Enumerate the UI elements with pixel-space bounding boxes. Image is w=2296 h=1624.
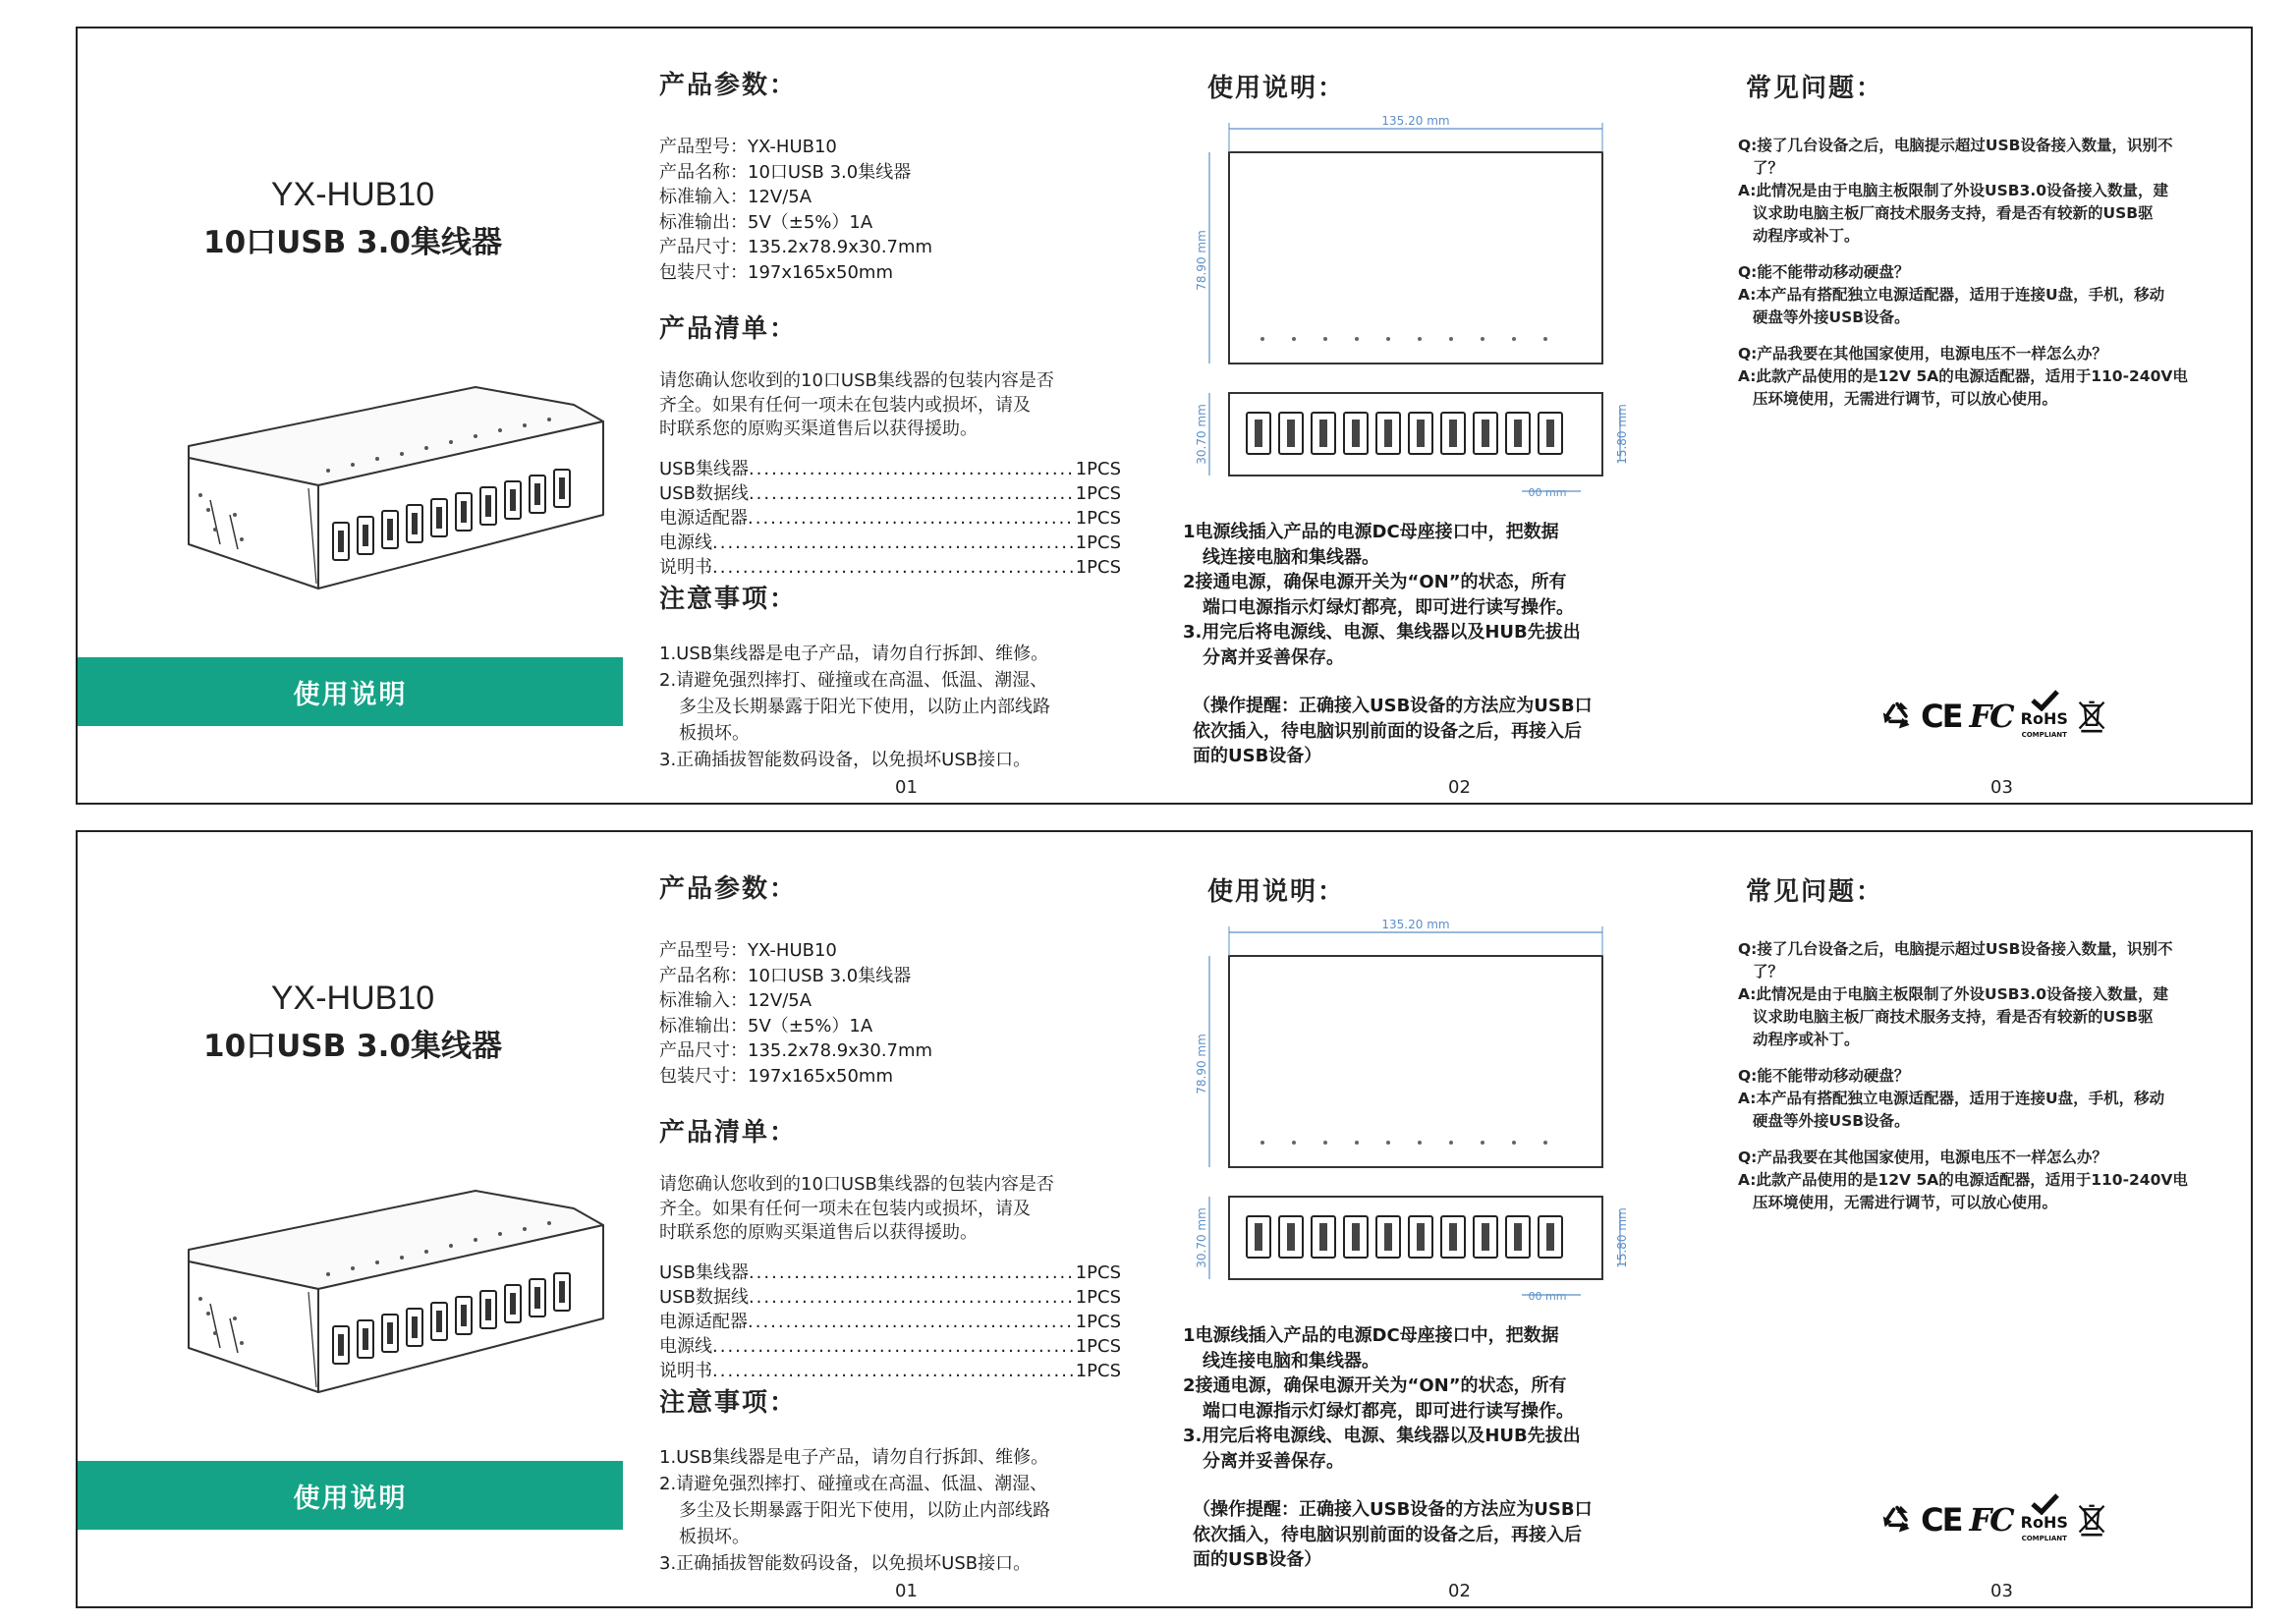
faq-heading: 常见问题：: [1746, 74, 1884, 103]
depth-dimension-label: 78.90 mm: [1195, 230, 1208, 291]
spec-product-name: 产品名称：10口USB 3.0集线器: [659, 161, 912, 183]
usage-step-line: 线连接电脑和集线器。: [1203, 546, 1379, 568]
list-item: [659, 457, 1121, 481]
usage-tip-line: 依次插入，待电脑识别前面的设备之后，再接入后: [1193, 720, 1582, 742]
recycle-icon: [1881, 1500, 1913, 1540]
list-item: [659, 1310, 1121, 1334]
faq-question: 了？: [1753, 963, 1784, 980]
port-dimension-label: 15.80 mm: [1615, 1207, 1629, 1268]
note-line: 1.USB集线器是电子产品，请勿自行拆卸、维修。: [659, 1447, 1049, 1468]
cover-product-name: 10口USB 3.0集线器: [203, 1029, 502, 1064]
checkmark-icon: [2030, 690, 2059, 711]
note-line: 2.请避免强烈摔打、碰撞或在高温、低温、潮湿、: [659, 1474, 1048, 1494]
usage-step-line: 端口电源指示灯绿灯都亮，即可进行读写操作。: [1203, 596, 1574, 618]
checkmark-icon: [2030, 1493, 2059, 1515]
manual-title-band: 使用说明: [78, 657, 623, 726]
faq-list: [1738, 938, 2239, 1214]
packing-item-name: USB数据线: [659, 483, 749, 504]
packing-intro-line: 时联系您的原购买渠道售后以获得援助。: [659, 1222, 978, 1243]
recycle-icon: [1881, 697, 1913, 736]
small-dimension-label: 00 mm: [1528, 1290, 1567, 1303]
faq-question: Q:能不能带动移动硬盘？: [1738, 1067, 1910, 1085]
port-dimension-label: 15.80 mm: [1615, 404, 1629, 465]
list-item: [659, 1359, 1121, 1383]
faq-answer: A:此情况是由于电脑主板限制了外设USB3.0设备接入数量，建: [1738, 985, 2169, 1003]
spec-size: 产品尺寸：135.2x78.9x30.7mm: [659, 237, 933, 257]
faq-answer: A:本产品有搭配独立电源适配器，适用于连接U盘，手机，移动: [1738, 1090, 2165, 1107]
usage-tip-line: 面的USB设备）: [1193, 1549, 1322, 1570]
packing-intro-line: 请您确认您收到的10口USB集线器的包装内容是否: [659, 1174, 1054, 1195]
small-dimension-label: 00 mm: [1528, 486, 1567, 499]
usage-step-line: 线连接电脑和集线器。: [1203, 1350, 1379, 1372]
dimension-drawing: [1188, 113, 1718, 522]
manual-sheet-top: [76, 27, 2253, 805]
faq-answer: A:本产品有搭配独立电源适配器，适用于连接U盘，手机，移动: [1738, 286, 2165, 304]
packing-item-qty: 1PCS: [1075, 459, 1121, 479]
ce-mark: CE: [1921, 1501, 1962, 1539]
faq-answer: A:此款产品使用的是12V 5A的电源适配器，适用于110-240V电: [1738, 1171, 2188, 1189]
usage-tip-line: 依次插入，待电脑识别前面的设备之后，再接入后: [1193, 1524, 1582, 1545]
packing-item-name: 电源线: [659, 532, 712, 553]
faq-question: Q:能不能带动移动硬盘？: [1738, 263, 1910, 281]
faq-answer: 硬盘等外接USB设备。: [1753, 1112, 1910, 1130]
certification-marks: [1881, 1490, 2107, 1549]
packing-list: [659, 457, 1121, 580]
faq-answer: 议求助电脑主板厂商技术服务支持，看是否有较新的USB驱: [1753, 1008, 2154, 1026]
notes-list: [659, 1444, 1141, 1577]
faq-answer: 压环境使用，无需进行调节，可以放心使用。: [1753, 390, 2058, 408]
spec-model: 产品型号：YX-HUB10: [659, 940, 837, 961]
spec-product-name: 产品名称：10口USB 3.0集线器: [659, 965, 912, 986]
list-item: [659, 531, 1121, 555]
packing-heading: 产品清单：: [659, 1118, 798, 1148]
usage-tip: [1193, 694, 1704, 769]
spec-input: 标准输入：12V/5A: [659, 187, 812, 207]
faq-answer: A:此情况是由于电脑主板限制了外设USB3.0设备接入数量，建: [1738, 182, 2169, 199]
usage-step-line: 3.用完后将电源线、电源、集线器以及HUB先拔出: [1183, 1426, 1581, 1446]
note-line: 多尘及长期暴露于阳光下使用，以防止内部线路: [679, 697, 1050, 717]
packing-intro: [659, 1173, 1054, 1246]
faq-answer: 议求助电脑主板厂商技术服务支持，看是否有较新的USB驱: [1753, 204, 2154, 222]
usage-heading: 使用说明：: [1207, 74, 1346, 103]
usage-tip-line: （操作提醒：正确接入USB设备的方法应为USB口: [1193, 1499, 1593, 1520]
spec-model: 产品型号：YX-HUB10: [659, 137, 837, 157]
note-line: 多尘及长期暴露于阳光下使用，以防止内部线路: [679, 1500, 1050, 1521]
depth-dimension-label: 78.90 mm: [1195, 1034, 1208, 1094]
rohs-label: RoHS: [2020, 709, 2068, 728]
spec-list: [659, 135, 932, 285]
usage-tip-line: 面的USB设备）: [1193, 746, 1322, 766]
rohs-sub-label: COMPLIANT: [2021, 731, 2067, 739]
list-item: [659, 1260, 1121, 1285]
manual-title-band: 使用说明: [78, 1461, 623, 1530]
usage-step-line: 分离并妥善保存。: [1203, 1450, 1344, 1472]
packing-item-name: 说明书: [659, 557, 712, 578]
usage-step-line: 3.用完后将电源线、电源、集线器以及HUB先拔出: [1183, 622, 1581, 643]
faq-answer: 动程序或补丁。: [1753, 1031, 1860, 1048]
ce-mark: CE: [1921, 698, 1962, 735]
note-line: 板损坏。: [679, 1527, 750, 1547]
usb-hub-illustration: [181, 348, 643, 608]
packing-item-name: USB数据线: [659, 1287, 749, 1308]
faq-question: Q:接了几台设备之后，电脑提示超过USB设备接入数量，识别不: [1738, 940, 2173, 958]
usage-tip-line: （操作提醒：正确接入USB设备的方法应为USB口: [1193, 696, 1593, 716]
faq-answer: 压环境使用，无需进行调节，可以放心使用。: [1753, 1194, 2058, 1211]
usage-step-line: 1电源线插入产品的电源DC母座接口中，把数据: [1183, 1325, 1559, 1346]
fcc-mark: FC: [1969, 1501, 2013, 1539]
packing-item-qty: 1PCS: [1075, 1312, 1121, 1332]
spec-list: [659, 938, 932, 1089]
height-dimension-label: 30.70 mm: [1195, 1207, 1208, 1268]
manual-sheet-bottom: [76, 830, 2253, 1608]
packing-item-name: USB集线器: [659, 459, 749, 479]
packing-item-qty: 1PCS: [1075, 1336, 1121, 1357]
cover-model: YX-HUB10: [270, 980, 435, 1017]
notes-heading: 注意事项：: [659, 1388, 798, 1418]
list-item: [659, 1285, 1121, 1310]
page-number: 02: [1448, 1581, 1471, 1601]
packing-heading: 产品清单：: [659, 314, 798, 344]
packing-item-name: 电源适配器: [659, 1312, 748, 1332]
faq-list: [1738, 135, 2239, 411]
list-item: [659, 1334, 1121, 1359]
list-item: [659, 481, 1121, 506]
faq-answer: 动程序或补丁。: [1753, 227, 1860, 245]
packing-item-qty: 1PCS: [1075, 532, 1121, 553]
spec-package-size: 包装尺寸：197x165x50mm: [659, 1065, 893, 1087]
rohs-sub-label: COMPLIANT: [2021, 1535, 2067, 1542]
faq-answer: A:此款产品使用的是12V 5A的电源适配器，适用于110-240V电: [1738, 367, 2188, 385]
packing-item-name: 电源线: [659, 1336, 712, 1357]
faq-heading: 常见问题：: [1746, 877, 1884, 907]
specs-heading: 产品参数：: [659, 71, 798, 100]
packing-item-qty: 1PCS: [1075, 1287, 1121, 1308]
specs-heading: 产品参数：: [659, 874, 798, 904]
certification-marks: [1881, 687, 2107, 746]
packing-item-qty: 1PCS: [1075, 557, 1121, 578]
packing-item-qty: 1PCS: [1075, 1361, 1121, 1381]
spec-output: 标准输出：5V（±5%）1A: [659, 211, 873, 233]
page-number: 01: [895, 1581, 918, 1601]
usage-tip: [1193, 1497, 1704, 1573]
usage-heading: 使用说明：: [1207, 877, 1346, 907]
packing-list: [659, 1260, 1121, 1383]
faq-question: Q:产品我要在其他国家使用，电源电压不一样怎么办？: [1738, 1148, 2107, 1166]
usage-steps: [1183, 1323, 1694, 1474]
list-item: [659, 506, 1121, 531]
packing-item-name: 说明书: [659, 1361, 712, 1381]
faq-question: Q:接了几台设备之后，电脑提示超过USB设备接入数量，识别不: [1738, 137, 2173, 154]
rohs-mark: [2021, 1493, 2068, 1546]
packing-intro-line: 时联系您的原购买渠道售后以获得援助。: [659, 419, 978, 439]
usage-step-line: 2接通电源，确保电源开关为“ON”的状态，所有: [1183, 1375, 1567, 1396]
notes-list: [659, 641, 1141, 773]
spec-size: 产品尺寸：135.2x78.9x30.7mm: [659, 1040, 933, 1061]
faq-answer: 硬盘等外接USB设备。: [1753, 308, 1910, 326]
note-line: 2.请避免强烈摔打、碰撞或在高温、低温、潮湿、: [659, 670, 1048, 691]
page-number: 03: [1990, 1581, 2013, 1601]
height-dimension-label: 30.70 mm: [1195, 404, 1208, 465]
width-dimension-label: 135.20 mm: [1381, 918, 1450, 931]
faq-question: Q:产品我要在其他国家使用，电源电压不一样怎么办？: [1738, 345, 2107, 363]
fcc-mark: FC: [1969, 698, 2013, 735]
packing-intro-line: 齐全。如果有任何一项未在包装内或损坏，请及: [659, 394, 1031, 416]
faq-question: 了？: [1753, 159, 1784, 177]
rohs-mark: [2021, 690, 2068, 743]
spec-input: 标准输入：12V/5A: [659, 990, 812, 1011]
note-line: 板损坏。: [679, 723, 750, 744]
note-line: 3.正确插拔智能数码设备，以免损坏USB接口。: [659, 750, 1032, 770]
weee-bin-icon: [2076, 697, 2107, 736]
cover-product-name: 10口USB 3.0集线器: [203, 225, 502, 260]
packing-intro: [659, 369, 1054, 442]
list-item: [659, 555, 1121, 580]
page-number: 01: [895, 777, 918, 798]
packing-intro-line: 齐全。如果有任何一项未在包装内或损坏，请及: [659, 1198, 1031, 1219]
packing-item-qty: 1PCS: [1075, 1262, 1121, 1283]
page-number: 02: [1448, 777, 1471, 798]
usage-step-line: 2接通电源，确保电源开关为“ON”的状态，所有: [1183, 572, 1567, 592]
spec-package-size: 包装尺寸：197x165x50mm: [659, 261, 893, 283]
page-number: 03: [1990, 777, 2013, 798]
packing-intro-line: 请您确认您收到的10口USB集线器的包装内容是否: [659, 370, 1054, 391]
spec-output: 标准输出：5V（±5%）1A: [659, 1015, 873, 1036]
packing-item-qty: 1PCS: [1075, 483, 1121, 504]
usage-step-line: 分离并妥善保存。: [1203, 646, 1344, 668]
notes-heading: 注意事项：: [659, 585, 798, 614]
usage-step-line: 1电源线插入产品的电源DC母座接口中，把数据: [1183, 522, 1559, 542]
note-line: 1.USB集线器是电子产品，请勿自行拆卸、维修。: [659, 644, 1049, 664]
packing-item-name: USB集线器: [659, 1262, 749, 1283]
note-line: 3.正确插拔智能数码设备，以免损坏USB接口。: [659, 1553, 1032, 1574]
usb-hub-illustration: [181, 1151, 643, 1412]
weee-bin-icon: [2076, 1500, 2107, 1540]
packing-item-qty: 1PCS: [1075, 508, 1121, 529]
rohs-label: RoHS: [2020, 1513, 2068, 1532]
dimension-drawing: [1188, 917, 1718, 1325]
width-dimension-label: 135.20 mm: [1381, 114, 1450, 128]
usage-step-line: 端口电源指示灯绿灯都亮，即可进行读写操作。: [1203, 1400, 1574, 1422]
cover-model: YX-HUB10: [270, 176, 435, 213]
usage-steps: [1183, 520, 1694, 670]
packing-item-name: 电源适配器: [659, 508, 748, 529]
